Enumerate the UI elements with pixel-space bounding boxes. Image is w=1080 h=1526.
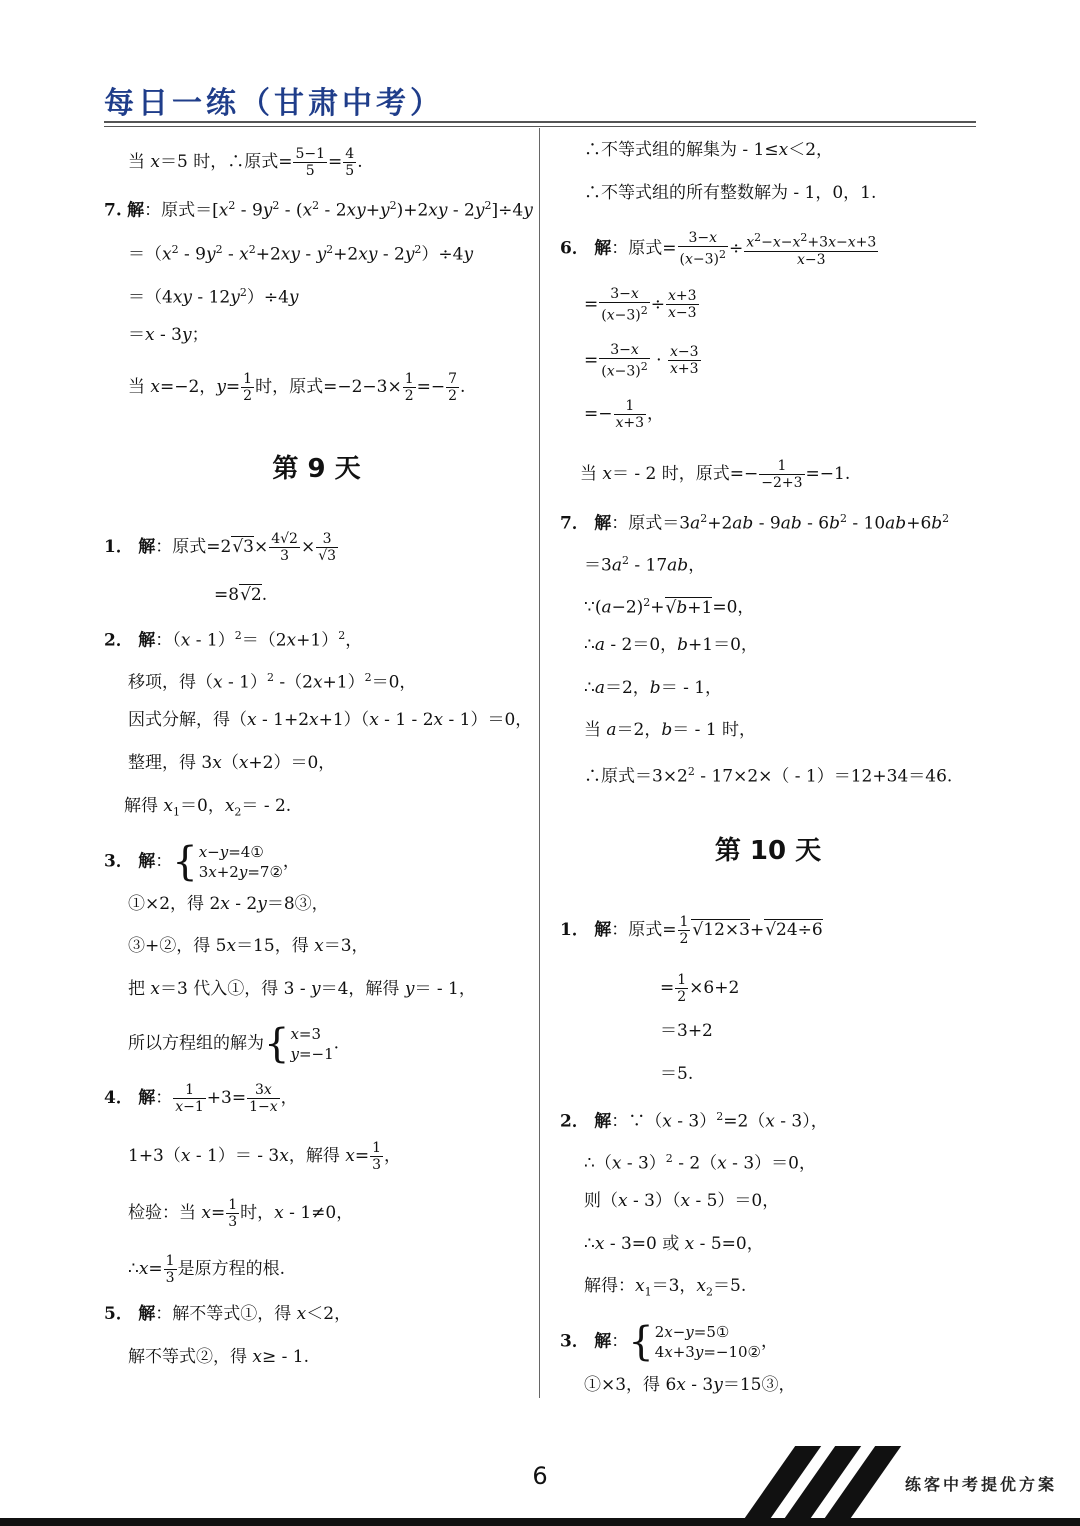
header-rule-thick (104, 121, 976, 123)
problem-1-day10: 1． 解：原式= $\frac{1}{2}$ √12×3+√24÷6 (560, 914, 823, 947)
column-divider (539, 128, 540, 1398)
answer-line: = $\frac{3-x}{(x-3)^2}$ · $\frac{x-3}{x+3}$ (584, 342, 699, 380)
answer-line: ∴不等式组的解集为 - 1≤x＜2， (584, 140, 834, 160)
answer-line: $=(4xy - 12y^2)\div 4y$ (128, 286, 299, 308)
answer-line: 当 x＝ - 2 时，原式=− $\frac{1}{-2+3}$ =−1. (580, 458, 851, 491)
answer-line: $=3a^2 - 17ab$， (584, 554, 706, 576)
answer-line: ∴原式$=3\times 2^2 - 17\times 2\times( - 1)=12+34=46$. (584, 765, 953, 787)
answer-line: 当 x＝5 时，∴原式= $\frac{5-1}{5}$ = $\frac{4}{5}$ . (128, 146, 363, 179)
answer-line: ＝x - 3y； (128, 325, 209, 345)
answer-line: 解不等式②，得 x≥ - 1. (128, 1347, 310, 1367)
answer-line: ∴a - 2＝0，b+1＝0， (584, 635, 758, 655)
problem-2: 2． 解：$(x - 1)^2=(2x+1)^2$， (104, 629, 363, 651)
answer-line: $\because(a-2)^2+√b+1=0$， (584, 596, 755, 618)
day-10-heading: 第 10 天 (714, 836, 822, 866)
answer-line: ①×3，得 6x - 3y＝15③， (584, 1375, 796, 1395)
problem-5: 5． 解：解不等式①，得 x＜2， (104, 1304, 352, 1324)
answer-line: 解得：$x_1=3$，$x_2=5$. (584, 1276, 747, 1299)
answer-line: 整理，得 3x（x+2）＝0， (128, 753, 336, 773)
answer-line: $=(x^2 - 9y^2 - x^2+2xy - y^2+2xy - 2y^2)\div 4y$ (128, 243, 474, 265)
answer-line: ∴（x - 3）$^2$ - 2（x - 3）＝0， (584, 1152, 816, 1174)
answer-line: ＝3+2 (660, 1021, 713, 1041)
answer-line: 把 x＝3 代入①，得 3 - y＝4，解得 y＝ - 1， (128, 979, 476, 999)
answer-line: 则（x - 3）（x - 5）＝0， (584, 1191, 780, 1211)
problem-4: 4． 解： $\frac{1}{x-1}$ +3= $\frac{3x}{1-x}$ ， (104, 1082, 298, 1115)
header-rule-thin (104, 126, 976, 127)
footer-bar (0, 1518, 1080, 1526)
answer-line: ∴x= $\frac{1}{3}$ 是原方程的根. (128, 1253, 285, 1286)
problem-3-day10: 3． 解： { 2x−y=5① 4x+3y=−10② ， (560, 1319, 778, 1365)
answer-line: ＝5. (660, 1064, 694, 1084)
answer-line: ∴a＝2，b＝ - 1， (584, 678, 723, 698)
page-header-title: 每日一练（甘肃中考） (104, 86, 444, 121)
answer-line: 因式分解，得（x - 1+2x+1）（x - 1 - 2x - 1）＝0， (128, 710, 533, 730)
answer-line: 移项，得（x - 1）$^2$ $-(2x+1)^2=0$， (128, 671, 417, 693)
problem-7: 7. 解：原式$=[x^2 - 9y^2 - (x^2 - 2xy+y^2)+2xy - 2y^2]\div 4y$ (104, 199, 533, 221)
answer-line: 当 x=−2，y= $\frac{1}{2}$ 时，原式=−2−3× $\frac{1}{2}$ =− $\frac{7}{2}$ . (128, 371, 466, 404)
problem-1: 1． 解：原式=2√3× $\frac{4√2}{3}$ × $\frac{3}{√3}$ (104, 531, 337, 564)
answer-line: ∴不等式组的所有整数解为 - 1，0，1. (584, 183, 877, 203)
answer-line: 检验：当 x= $\frac{1}{3}$ 时，x - 1≠0， (128, 1197, 354, 1230)
answer-line: ①×2，得 2x - 2y＝8③， (128, 894, 329, 914)
answer-line: = $\frac{1}{2}$ ×6+2 (660, 972, 740, 1005)
answer-line: 1+3（x - 1）＝ - 3x，解得 x= $\frac{1}{3}$ ， (128, 1140, 401, 1173)
answer-line: ∴x - 3=0 或 x - 5=0， (584, 1234, 764, 1254)
day-9-heading: 第 9 天 (272, 454, 361, 484)
problem-2-day10: 2． 解：∵（x - 3）$^2$=2（x - 3）， (560, 1110, 828, 1132)
problem-3: 3． 解： { x−y=4① 3x+2y=7② ， (104, 839, 300, 885)
answer-line: ③+②，得 5x＝15，得 x＝3， (128, 936, 369, 956)
footer-brand: 练客中考提优方案 (905, 1475, 1058, 1494)
answer-line: 当 a＝2，b＝ - 1 时， (584, 720, 757, 740)
answer-line: 所以方程组的解为 { x=3 y=−1 . (128, 1021, 340, 1067)
answer-line: = $\frac{3-x}{(x-3)^2}$ ÷ $\frac{x+3}{x-3}$ (584, 286, 697, 324)
problem-6: 6． 解：原式= $\frac{3-x}{(x-3)^2}$ ÷ $\frac{x^2-x-x^2+3x-x+3}{x-3}$ (560, 230, 877, 268)
answer-line: =8√2. (214, 585, 268, 605)
problem-7-right: 7． 解：原式$=3a^2+2ab - 9ab - 6b^2 - 10ab+6b^2$ (560, 512, 950, 534)
answer-line: =− $\frac{1}{x+3}$ ， (584, 398, 665, 431)
page-number: 6 (532, 1462, 548, 1490)
answer-line: 解得 $x_1=0$，$x_2= - 2$. (124, 796, 292, 819)
